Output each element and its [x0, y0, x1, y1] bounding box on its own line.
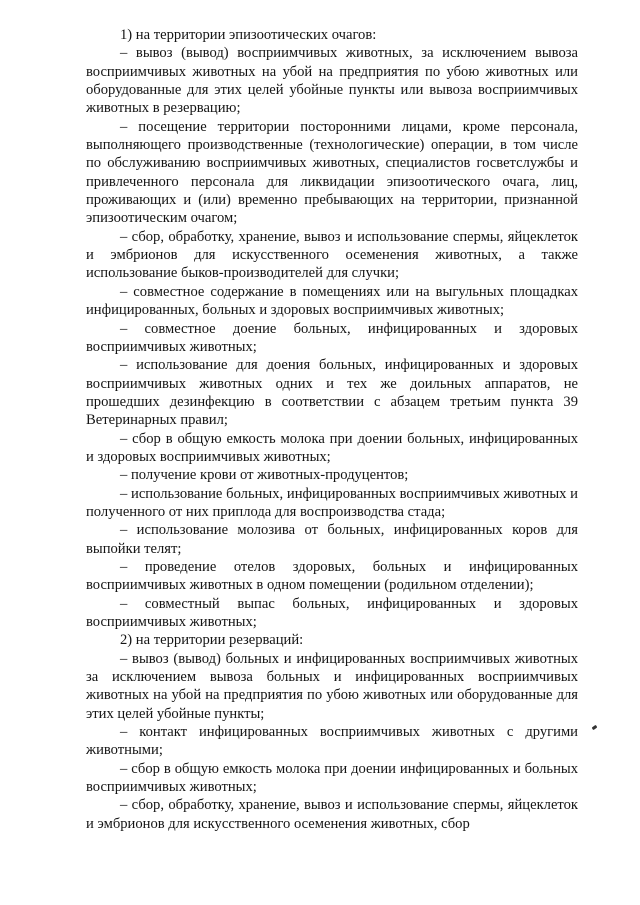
paragraph-item: – сбор в общую емкость молока при доении инфицированных и больных восприимчивых животных; — [86, 760, 578, 796]
paragraph-item: – использование молозива от больных, инфицированных коров для выпойки телят; — [86, 522, 578, 557]
paragraph-item: – использование больных, инфицированных восприимчивых животных и полученного от них приплода для воспроизводства стада; — [86, 485, 578, 520]
paragraph-item: – совместный выпас больных, инфицированных и здоровых восприимчивых животных; — [86, 595, 578, 630]
section-heading-epizootic-foci: 1) на территории эпизоотических очагов: — [120, 27, 377, 43]
paragraph-item: – использование для доения больных, инфицированных и здоровых восприимчивых животных одних и тех же доильных аппаратов, не прошедших дезинфекцию в соответствии с абзацем третьим пункта 39 Ветеринарных правил; — [86, 357, 578, 429]
paragraph-item: – сбор, обработку, хранение, вывоз и использование спермы, яйцеклеток и эмбрионов для искусственного осеменения животных, сбор — [86, 797, 578, 832]
paragraph-item: – контакт инфицированных восприимчивых животных с другими животными; — [86, 724, 578, 759]
paragraph-item: – сбор в общую емкость молока при доении больных, инфицированных и здоровых восприимчивых животных; — [86, 430, 578, 465]
paragraph-item: – вывоз (вывод) восприимчивых животных, за исключением вывоза восприимчивых животных на убой на предприятия по убою животных или оборудованные для этих целей убойные пункты или вывоза восприимчивых животных в резервацию; — [86, 45, 578, 117]
document-page — [86, 26, 578, 833]
scan-mark — [592, 725, 598, 730]
paragraph-item: – посещение территории посторонними лицами, кроме персонала, выполняющего производственные (технологические) операции, в том числе по обслуживанию восприимчивых животных, специалистов госветслужбы и привлеченного персонала для ликвидации эпизоотического очага, лиц, проживающих и (или) временно пребывающих на территории, признанной эпизоотическим очагом; — [86, 118, 578, 227]
paragraph-item: – сбор, обработку, хранение, вывоз и использование спермы, яйцеклеток и эмбрионов для искусственного осеменения животных, а также использование быков-производителей для случки; — [86, 228, 578, 282]
paragraph-item: – проведение отелов здоровых, больных и инфицированных восприимчивых животных в одном помещении (родильном отделении); — [86, 558, 578, 594]
section-heading-reservations: 2) на территории резерваций: — [120, 632, 304, 649]
paragraph-item: – совместное содержание в помещениях или на выгульных площадках инфицированных, больных и здоровых восприимчивых животных; — [86, 283, 578, 319]
paragraph-item: – совместное доение больных, инфицированных и здоровых восприимчивых животных; — [86, 320, 578, 355]
paragraph-item: – получение крови от животных-продуцентов; — [120, 467, 409, 484]
paragraph-item: – вывоз (вывод) больных и инфицированных восприимчивых животных за исключением вывоза больных и инфицированных восприимчивых животных на убой на предприятия по убою животных или оборудованные для этих целей убойные пункты; — [86, 650, 578, 722]
